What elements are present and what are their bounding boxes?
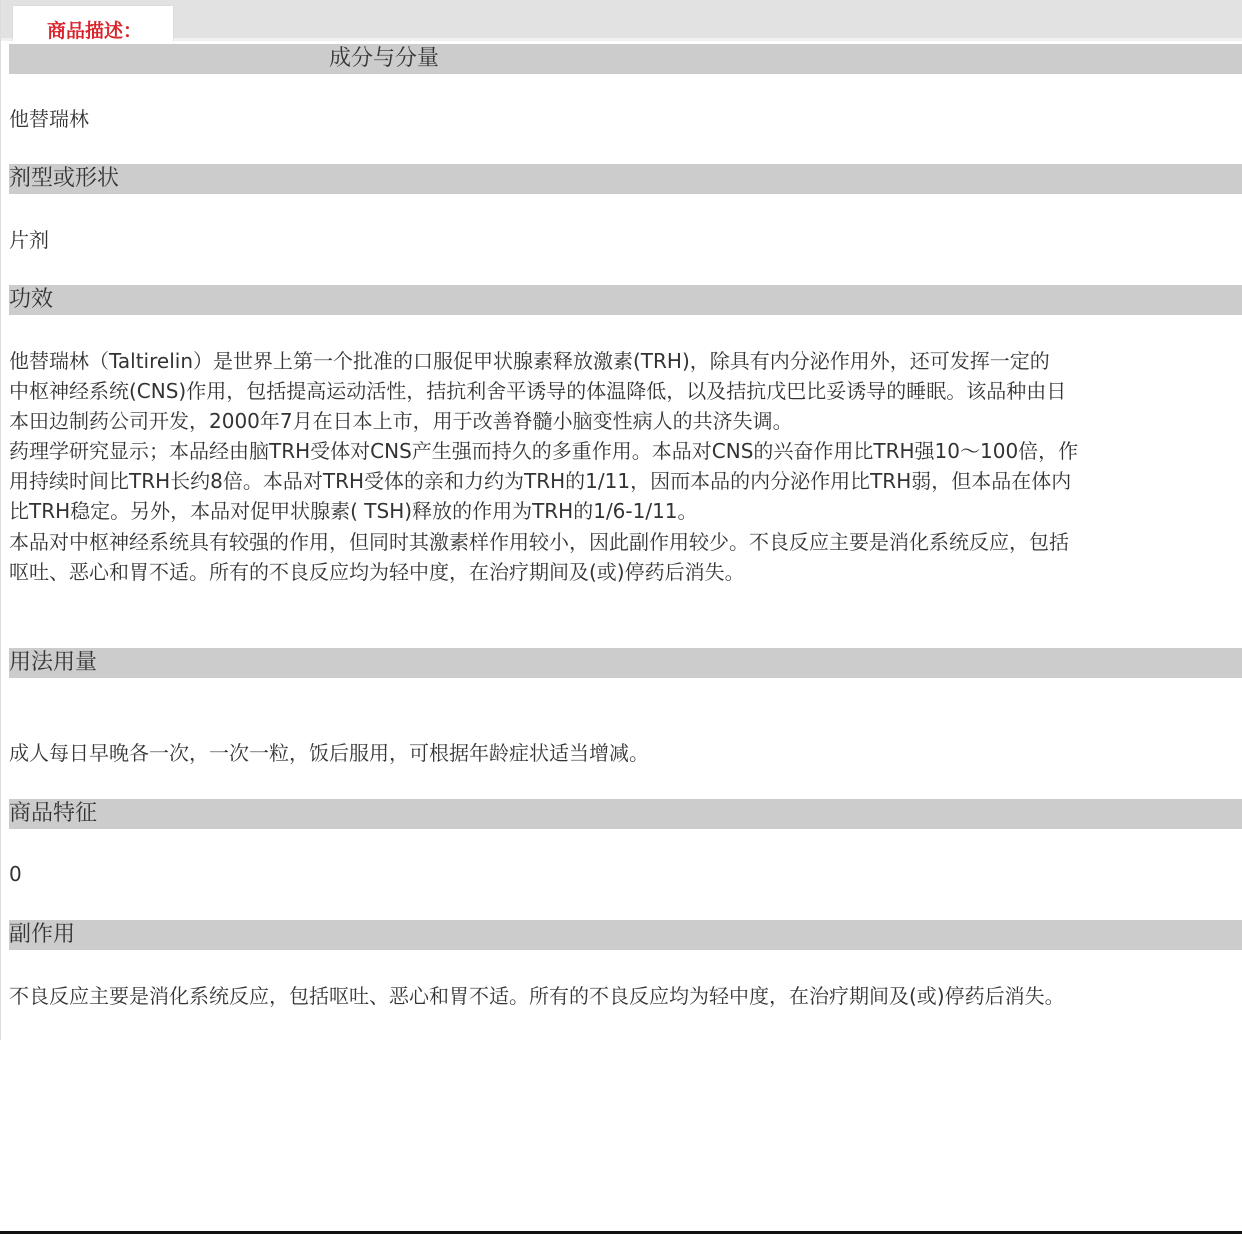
section-body-side-effects: 不良反应主要是消化系统反应，包括呕吐、恶心和胃不适。所有的不良反应均为轻中度，在治疗期间及(或)停药后消失。: [9, 984, 1065, 1008]
section-header-dosage-form: [9, 164, 1242, 194]
section-header-usage: [9, 648, 1242, 678]
tab-product-description[interactable]: [13, 6, 173, 48]
section-title-efficacy: 功效: [9, 287, 54, 312]
section-title-side-effects: 副作用: [9, 922, 76, 947]
efficacy-line-6: 比TRH稳定。另外，本品对促甲状腺素( TSH)释放的作用为TRH的1/6-1/11。: [9, 499, 698, 523]
section-header-efficacy: [9, 285, 1242, 315]
efficacy-line-3: 本田边制药公司开发，2000年7月在日本上市，用于改善脊髓小脑变性病人的共济失调。: [9, 409, 793, 433]
efficacy-line-5: 用持续时间比TRH长约8倍。本品对TRH受体的亲和力约为TRH的1/11，因而本品的内分泌作用比TRH弱，但本品在体内: [9, 469, 1072, 493]
efficacy-line-8: 呕吐、恶心和胃不适。所有的不良反应均为轻中度，在治疗期间及(或)停药后消失。: [9, 560, 745, 584]
efficacy-line-7: 本品对中枢神经系统具有较强的作用，但同时其激素样作用较小，因此副作用较少。不良反应主要是消化系统反应，包括: [9, 530, 1069, 554]
section-header-features: [9, 799, 1242, 829]
efficacy-line-4: 药理学研究显示；本品经由脑TRH受体对CNS产生强而持久的多重作用。本品对CNS的兴奋作用比TRH强10～100倍，作: [9, 439, 1079, 463]
section-body-ingredients: 他替瑞林: [9, 107, 89, 131]
section-header-ingredients: [9, 44, 1242, 74]
efficacy-line-1: 他替瑞林（Taltirelin）是世界上第一个批准的口服促甲状腺素释放激素(TRH)，除具有内分泌作用外，还可发挥一定的: [9, 349, 1050, 373]
section-body-usage: 成人每日早晚各一次，一次一粒，饭后服用，可根据年龄症状适当增减。: [9, 741, 649, 765]
section-header-side-effects: [9, 920, 1242, 950]
tab-bar: [1, 0, 1242, 41]
section-title-usage: 用法用量: [9, 650, 98, 675]
section-title-ingredients: 成分与分量: [329, 46, 440, 71]
tab-product-description-label: 商品描述：: [47, 20, 143, 42]
section-body-features: 0: [9, 862, 22, 886]
section-title-features: 商品特征: [9, 801, 98, 826]
section-body-dosage-form: 片剂: [9, 228, 49, 252]
section-title-dosage-form: 剂型或形状: [9, 166, 120, 191]
efficacy-line-2: 中枢神经系统(CNS)作用，包括提高运动活性，拮抗利舍平诱导的体温降低，以及拮抗戊巴比妥诱导的睡眠。该品种由日: [9, 379, 1067, 403]
